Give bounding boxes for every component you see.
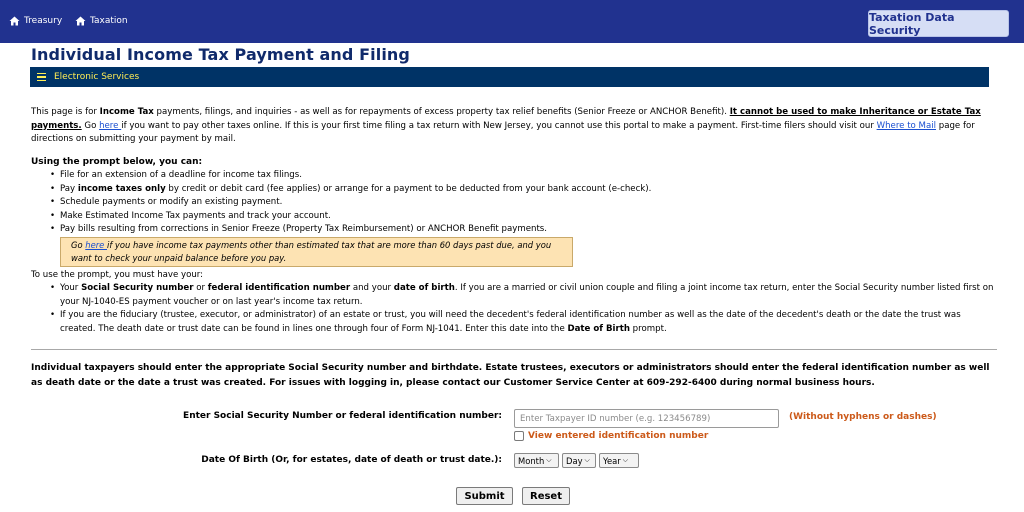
list-item xyxy=(50,282,996,309)
capabilities-list xyxy=(50,169,996,237)
list-item-text: by credit or debit card (fee applies) or arrange for a payment to be deducted from your bank account (e-check). xyxy=(165,183,652,194)
menu-icon xyxy=(37,73,46,82)
req-text: or xyxy=(193,283,208,293)
month-select[interactable] xyxy=(514,453,559,468)
electronic-services-menu[interactable] xyxy=(30,67,989,87)
day-select[interactable] xyxy=(562,453,596,468)
list-item: • Pay bills resulting from corrections in Senior Freeze (Property Tax Reimbursement) or ANCHOR Benefit payments. xyxy=(50,223,996,237)
past-due-note xyxy=(60,237,573,267)
other-taxes-link[interactable]: here xyxy=(99,120,122,131)
req-text: Your xyxy=(60,283,82,293)
list-item: • Make Estimated Income Tax payments and track your account. xyxy=(50,210,996,224)
note-text: Go xyxy=(71,239,86,250)
view-id-checkbox[interactable] xyxy=(514,431,524,441)
chevron-down-icon: ⌵ xyxy=(546,456,552,464)
req-bold: Date of Birth xyxy=(567,323,630,334)
intro-bold: Income Tax xyxy=(99,107,154,117)
hyphen-note: (Without hyphens or dashes) xyxy=(789,412,937,422)
req-bold: Social Security number xyxy=(81,283,194,293)
requirements-list xyxy=(50,282,996,336)
taxpayer-id-input[interactable] xyxy=(514,409,779,428)
prompt-heading: Using the prompt below, you can: xyxy=(31,156,203,167)
view-id-label[interactable]: View entered identification number xyxy=(528,431,709,441)
view-id-toggle[interactable] xyxy=(514,431,708,441)
intro-text: This page is for xyxy=(31,107,100,117)
req-text: and your xyxy=(350,283,394,293)
electronic-services-label: Electronic Services xyxy=(54,72,140,82)
home-icon xyxy=(9,16,20,26)
note-text: if you have income tax payments other than estimated tax that are more than 60 days past due, and you want to check your unpaid balance before you pay. xyxy=(71,239,552,263)
intro-text: payments, filings, and inquiries - as well as for repayments of excess property tax relief benefits (Senior Freeze or ANCHOR Benefit). xyxy=(153,107,730,117)
intro-paragraph xyxy=(31,106,996,147)
intro-text: Go xyxy=(81,120,100,131)
taxation-label: Taxation xyxy=(90,16,128,26)
top-nav-bar xyxy=(0,0,1024,43)
submit-button[interactable]: Submit xyxy=(456,487,513,505)
req-bold: date of birth xyxy=(393,283,455,293)
list-item xyxy=(50,183,996,197)
year-select[interactable] xyxy=(599,453,639,468)
day-value: Day xyxy=(566,455,583,466)
list-item: • Schedule payments or modify an existing payment. xyxy=(50,196,996,210)
reset-button[interactable]: Reset xyxy=(522,487,570,505)
taxation-data-security-button[interactable]: Taxation Data Security xyxy=(868,10,1009,37)
req-bold: federal identification number xyxy=(207,283,351,293)
home-icon xyxy=(75,16,86,26)
month-value: Month xyxy=(518,455,545,466)
where-to-mail-link[interactable]: Where to Mail xyxy=(876,120,937,131)
requirements-intro: To use the prompt, you must have your: xyxy=(31,269,204,280)
ssn-label: Enter Social Security Number or federal identification number: xyxy=(183,411,502,421)
taxation-link[interactable] xyxy=(75,16,128,26)
req-text: If you are the fiduciary (trustee, executor, or administrator) of an estate or trust, you will need the decedent's federal identification number as well as the date of the decedent's death or the date the trust was created. The death date or trust date can be found in lines one through four of Form NJ-1041. Enter this date into the xyxy=(60,310,961,334)
list-item-bold: income taxes only xyxy=(77,183,166,194)
treasury-label: Treasury xyxy=(24,16,63,26)
list-item xyxy=(50,309,996,336)
req-text: . If you are a married or civil union couple and filing a joint income tax return, enter the Social Security number listed first on your NJ-1040-ES payment voucher or on last year's income tax return. xyxy=(60,283,994,307)
taxpayer-instructions: Individual taxpayers should enter the appropriate Social Security number and birthdate. Estate trustees, executors or administrators should enter the federal identification number as well as death date or the date a trust was created. For issues with logging in, please contact our Customer Service Center at 609-292-6400 during normal business hours. xyxy=(31,363,990,388)
list-item-text: Pay xyxy=(60,183,78,194)
treasury-link[interactable] xyxy=(9,16,62,26)
intro-warning: It cannot be used to make Inheritance or Estate Tax payments. xyxy=(31,107,981,131)
intro-text: if you want to pay other taxes online. If this is your first time filing a tax return with New Jersey, you cannot use this portal to make a payment. First-time filers should visit our xyxy=(121,120,877,131)
past-due-link[interactable]: here xyxy=(85,239,107,250)
intro-text: page for directions on submitting your payment by mail. xyxy=(31,120,975,144)
page-title: Individual Income Tax Payment and Filing xyxy=(31,45,410,64)
divider xyxy=(31,349,997,350)
chevron-down-icon: ⌵ xyxy=(584,456,590,464)
chevron-down-icon: ⌵ xyxy=(622,456,629,464)
main-content xyxy=(31,106,996,336)
dob-label: Date Of Birth (Or, for estates, date of death or trust date.): xyxy=(201,455,502,465)
list-item: • File for an extension of a deadline for income tax filings. xyxy=(50,169,996,183)
year-value: Year xyxy=(603,455,621,466)
req-text: prompt. xyxy=(629,323,667,334)
